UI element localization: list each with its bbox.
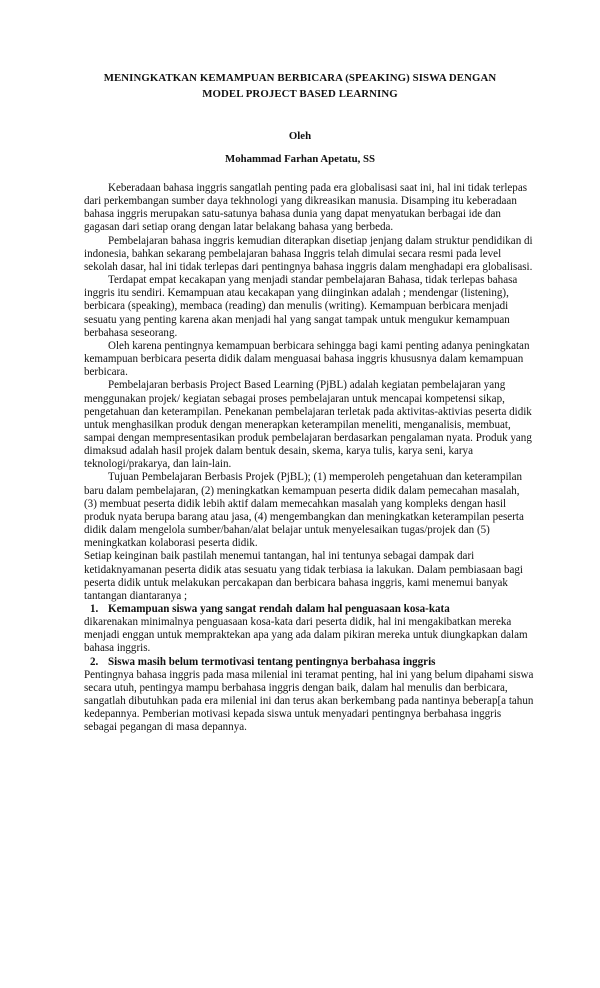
paragraph-speaking-importance: Oleh karena pentingnya kemampuan berbicara sehingga bagi kami penting adanya peningkatan kemampuan berbicara peserta didik dalam menguasai bahasa inggris khususnya dalam kemampuan berbicara. bbox=[84, 339, 530, 379]
paragraph-pjbl-definition: Pembelajaran berbasis Project Based Learning (PjBL) adalah kegiatan pembelajaran yang menggunakan projek/ kegiatan sebagai proses pembelajaran untuk mencapai kompetensi sikap, pengetahuan dan keterampilan. Penekanan pembelajaran terletak pada aktivitas-aktivias peserta didik untuk menghasilkan produk dengan menerapkan keterampilan meneliti, menganalisis, membuat, sampai dengan mempresentasikan produk pembelajaran berdasarkan pengalaman nyata. Produk yang dimaksud adalah hasil projek dalam bentuk desain, skema, karya tulis, karya seni, karya teknologi/prakarya, dan lain-lain. bbox=[84, 379, 532, 471]
list-item-number: 2. bbox=[90, 655, 99, 668]
title-line-1: MENINGKATKAN KEMAMPUAN BERBICARA (SPEAKING) SISWA DENGAN bbox=[103, 72, 497, 84]
author-name: Mohammad Farhan Apetatu, SS bbox=[225, 153, 375, 165]
title-line-2: MODEL PROJECT BASED LEARNING bbox=[202, 88, 398, 100]
by-label: Oleh bbox=[288, 130, 312, 142]
list-item-text: dikarenakan minimalnya penguasaan kosa-kata dari peserta didik, hal ini mengakibatkan mereka menjadi enggan untuk mempraktekan apa yang ada dalam pikiran mereka untuk diungkapkan dalam bahasa inggris. bbox=[84, 616, 528, 655]
document-title bbox=[60, 70, 540, 102]
paragraph-intro: Keberadaan bahasa inggris sangatlah penting pada era globalisasi saat ini, hal ini tidak terlepas dari perkembangan sumber daya tekhnologi yang dikreasikan manusia. Disamping itu keberadaan bahasa inggris merupakan satu-satunya bahasa dunia yang dapat menyatukan berbagai ide dan gagasan dari setiap orang dengan latar belakang bahasa yang berbeda. bbox=[84, 182, 528, 234]
paragraph-challenges: Setiap keinginan baik pastilah menemui tantangan, hal ini tentunya sebagai dampak dari ketidaknyamanan peserta didik atas sesuatu yang tidak terbiasa ia lakukan. Dalam pembiasaan bagi peserta didik untuk melakukan percakapan dan berbicara bahasa inggris, kami menemui banyak tantangan diantaranya ; bbox=[84, 550, 523, 602]
list-item-number: 1. bbox=[90, 603, 99, 615]
list-item-heading-text: Siswa masih belum termotivasi tentang pentingnya berbahasa inggris bbox=[108, 655, 436, 668]
paragraph-four-skills: Terdapat empat kecakapan yang menjadi standar pembelajaran Bahasa, tidak terlepas bahasa inggris itu sendiri. Kemampuan atau kecakapan yang diinginkan adalah ; mendengar (listening), berbicara (speaking), membaca (reading) dan menulis (writing). Kemampuan berbicara menjadi sesuatu yang penting karena akan menjadi hal yang sangat tampak untuk mengukur kemampuan berbahasa seseorang. bbox=[84, 274, 518, 339]
list-item-heading bbox=[84, 656, 535, 669]
document-body bbox=[84, 182, 535, 735]
paragraph-pjbl-goals: Tujuan Pembelajaran Berbasis Projek (PjBL); (1) memperoleh pengetahuan dan keterampilan baru dalam pembelajaran, (2) meningkatkan kemampuan peserta didik dalam pemecahan masalah, (3) membuat peserta didik lebih aktif dalam memecahkan masalah yang kompleks dengan hasil produk nyata berupa barang atau jasa, (4) mengembangkan dan meningkatkan keterampilan peserta didik dalam mengelola sumber/bahan/alat belajar untuk menyelesaikan tugas/projek dan (5) meningkatkan kolaborasi peserta didik. bbox=[84, 471, 524, 550]
paragraph-curriculum: Pembelajaran bahasa inggris kemudian diterapkan disetiap jenjang dalam struktur pendidikan di indonesia, bahkan sekarang pembelajaran bahasa Inggris telah dimulai secara resmi pada level sekolah dasar, hal ini tidak terlepas dari pentingnya bahasa inggris dalam menghadapi era globalisasi. bbox=[84, 234, 533, 273]
list-item-heading bbox=[84, 603, 535, 616]
list-item-text: Pentingnya bahasa inggris pada masa milenial ini teramat penting, hal ini yang belum dipahami siswa secara utuh, pentingya mampu berbahasa inggris dengan baik, dalam hal menulis dan berbicara, sangatlah dibutuhkan pada era milenial ini dan terus akan berkembang pada nantinya beberap[a tahun kedepannya. Pemberian motivasi kepada siswa untuk menyadari pentingnya berbahasa inggris sebagai pegangan di masa depannya. bbox=[84, 668, 534, 734]
list-item-heading-text: Kemampuan siswa yang sangat rendah dalam hal penguasaan kosa-kata bbox=[108, 603, 450, 615]
